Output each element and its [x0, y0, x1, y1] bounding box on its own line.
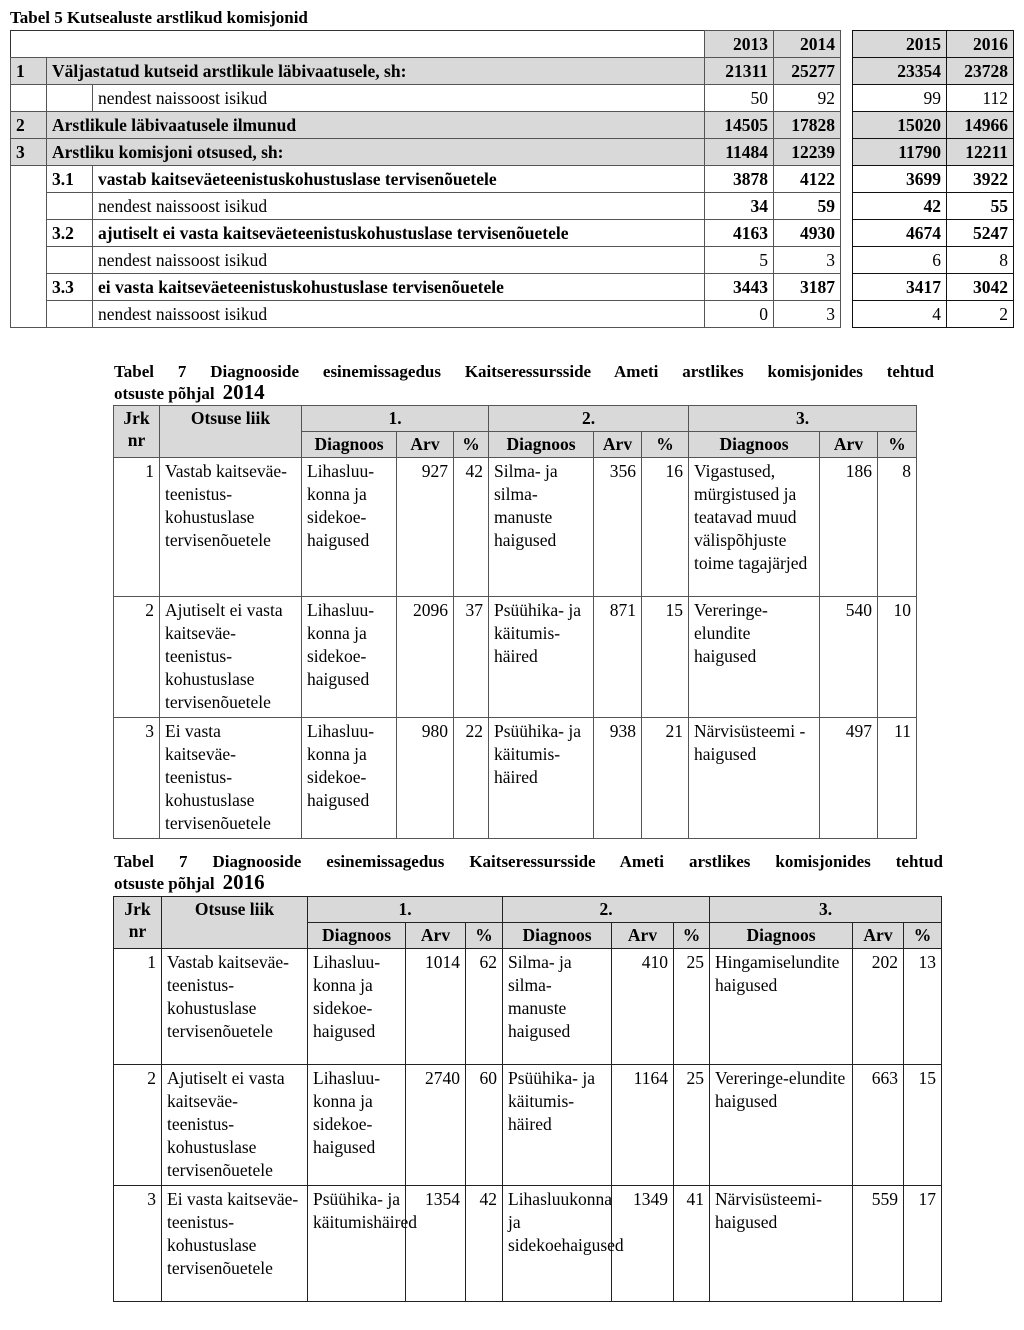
header-group-2: 2. — [503, 897, 710, 923]
percent-2: 41 — [674, 1186, 710, 1302]
count-1: 2740 — [406, 1065, 466, 1186]
table-row — [11, 139, 841, 166]
value-2014: 59 — [774, 193, 841, 220]
header-jrk-nr: Jrk nr — [114, 406, 160, 458]
diagnosis-3: Vereringe-elundite haigused — [710, 1065, 853, 1186]
value-2016: 112 — [947, 85, 1014, 112]
header-pct: % — [642, 432, 689, 458]
caption-text: otsuste põhjal — [114, 874, 215, 893]
header-pct: % — [904, 923, 942, 949]
value-2013: 3443 — [705, 274, 774, 301]
table-row — [114, 1186, 942, 1302]
percent-2: 16 — [642, 458, 689, 597]
count-2: 1164 — [612, 1065, 674, 1186]
value-2014: 17828 — [774, 112, 841, 139]
value-2015: 23354 — [853, 58, 947, 85]
value-2013: 5 — [705, 247, 774, 274]
count-2: 410 — [612, 949, 674, 1065]
percent-2: 21 — [642, 718, 689, 839]
value-2014: 3 — [774, 301, 841, 328]
header-diagnoos: Diagnoos — [503, 923, 612, 949]
table7-2016-caption-line2 — [114, 872, 265, 894]
value-2015: 11790 — [853, 139, 947, 166]
percent-2: 15 — [642, 597, 689, 718]
header-arv: Arv — [853, 923, 904, 949]
header-jrk-nr: Jrk nr — [114, 897, 162, 949]
percent-1: 42 — [454, 458, 489, 597]
value-2013: 11484 — [705, 139, 774, 166]
table-row — [11, 247, 841, 274]
row-label: ajutiselt ei vasta kaitseväeteenistuskohustuslase tervisenõuetele — [93, 220, 705, 247]
table5-year-header-row — [11, 31, 841, 58]
year-header-2015: 2015 — [853, 31, 947, 58]
count-1: 2096 — [397, 597, 454, 718]
row-number: 1 — [114, 949, 162, 1065]
table7-2016-caption: Tabel 7 Diagnooside esinemissagedus Kaitseressursside Ameti arstlikes komisjonides tehtud — [114, 852, 943, 871]
diagnosis-3: Hingamiselundite haigused — [710, 949, 853, 1065]
header-arv: Arv — [397, 432, 454, 458]
header-diagnoos: Diagnoos — [302, 432, 397, 458]
row-subnumber: 3.1 — [47, 166, 93, 193]
value-2016: 2 — [947, 301, 1014, 328]
diagnosis-1: Lihasluu-konna ja sidekoe-haigused — [308, 949, 406, 1065]
value-2013: 34 — [705, 193, 774, 220]
header-group-1: 1. — [308, 897, 503, 923]
row-label: Arstlikule läbivaatusele ilmunud — [47, 112, 705, 139]
diagnosis-3: Vereringe-elundite haigused — [689, 597, 820, 718]
value-2016: 55 — [947, 193, 1014, 220]
header-arv: Arv — [612, 923, 674, 949]
percent-1: 22 — [454, 718, 489, 839]
percent-2: 25 — [674, 1065, 710, 1186]
table-row — [114, 1065, 942, 1186]
value-2015: 4 — [853, 301, 947, 328]
header-pct: % — [454, 432, 489, 458]
value-2016: 3042 — [947, 274, 1014, 301]
value-2014: 12239 — [774, 139, 841, 166]
percent-1: 37 — [454, 597, 489, 718]
header-pct: % — [878, 432, 917, 458]
table-row — [11, 85, 841, 112]
value-2014: 3187 — [774, 274, 841, 301]
percent-3: 17 — [904, 1186, 942, 1302]
percent-2: 25 — [674, 949, 710, 1065]
row-label: nendest naissoost isikud — [93, 85, 705, 112]
table-row — [11, 193, 841, 220]
diagnosis-2: Psüühika- ja käitumis-häired — [489, 597, 594, 718]
value-2013: 3878 — [705, 166, 774, 193]
diagnosis-1: Lihasluu-konna ja sidekoe-haigused — [302, 458, 397, 597]
table-row — [11, 112, 841, 139]
table-row — [114, 718, 917, 839]
count-1: 927 — [397, 458, 454, 597]
count-2: 938 — [594, 718, 642, 839]
table7-2016 — [113, 896, 942, 1302]
row-label: vastab kaitseväeteenistuskohustuslase tervisenõuetele — [93, 166, 705, 193]
caption-text: otsuste põhjal — [114, 384, 215, 403]
value-2015: 6 — [853, 247, 947, 274]
value-2015: 3417 — [853, 274, 947, 301]
row-label: ei vasta kaitseväeteenistuskohustuslase tervisenõuetele — [93, 274, 705, 301]
header-pct: % — [674, 923, 710, 949]
percent-3: 15 — [904, 1065, 942, 1186]
decision-type: Ajutiselt ei vasta kaitseväe-teenistus-kohustuslase tervisenõuetele — [160, 597, 302, 718]
diagnosis-1: Psüühika- ja käitumishäired — [308, 1186, 406, 1302]
diagnosis-2: Silma- ja silma-manuste haigused — [489, 458, 594, 597]
value-2016: 5247 — [947, 220, 1014, 247]
row-label: nendest naissoost isikud — [93, 247, 705, 274]
percent-3: 13 — [904, 949, 942, 1065]
year-header-2013: 2013 — [705, 31, 774, 58]
caption-year: 2014 — [222, 380, 265, 404]
table5-years-2015-2016 — [852, 30, 1014, 328]
value-2015: 99 — [853, 85, 947, 112]
diagnosis-1: Lihasluu-konna ja sidekoe-haigused — [308, 1065, 406, 1186]
row-number: 2 — [11, 112, 47, 139]
value-2015: 42 — [853, 193, 947, 220]
percent-3: 11 — [878, 718, 917, 839]
header-group-3: 3. — [710, 897, 942, 923]
value-2015: 3699 — [853, 166, 947, 193]
diagnosis-2: Silma- ja silma-manuste haigused — [503, 949, 612, 1065]
table-row — [11, 274, 841, 301]
diagnosis-3: Närvisüsteemi -haigused — [689, 718, 820, 839]
value-2016: 12211 — [947, 139, 1014, 166]
count-3: 663 — [853, 1065, 904, 1186]
table-row — [114, 597, 917, 718]
table7-2014 — [113, 405, 917, 839]
diagnosis-1: Lihasluu-konna ja sidekoe-haigused — [302, 718, 397, 839]
row-number: 3 — [114, 718, 160, 839]
percent-1: 60 — [466, 1065, 503, 1186]
row-label: Väljastatud kutseid arstlikule läbivaatusele, sh: — [47, 58, 705, 85]
decision-type: Ei vasta kaitseväe-teenistus-kohustuslase tervisenõuetele — [160, 718, 302, 839]
year-header-2014: 2014 — [774, 31, 841, 58]
header-diagnoos: Diagnoos — [689, 432, 820, 458]
header-group-3: 3. — [689, 406, 917, 432]
value-2013: 50 — [705, 85, 774, 112]
count-2: 1349 — [612, 1186, 674, 1302]
header-otsuse-liik: Otsuse liik — [160, 406, 302, 458]
header-otsuse-liik: Otsuse liik — [162, 897, 308, 949]
percent-3: 8 — [878, 458, 917, 597]
caption-year: 2016 — [222, 870, 265, 894]
value-2013: 0 — [705, 301, 774, 328]
row-subnumber: 3.3 — [47, 274, 93, 301]
table-header-row — [114, 406, 917, 432]
table7-2014-caption: Tabel 7 Diagnooside esinemissagedus Kaitseressursside Ameti arstlikes komisjonides tehtud — [114, 362, 934, 381]
count-1: 1354 — [406, 1186, 466, 1302]
diagnosis-3: Närvisüsteemi-haigused — [710, 1186, 853, 1302]
count-2: 356 — [594, 458, 642, 597]
row-number: 3 — [11, 139, 47, 166]
header-arv: Arv — [820, 432, 878, 458]
row-number: 1 — [11, 58, 47, 85]
count-2: 871 — [594, 597, 642, 718]
percent-1: 42 — [466, 1186, 503, 1302]
value-2013: 4163 — [705, 220, 774, 247]
row-label: nendest naissoost isikud — [93, 193, 705, 220]
count-3: 497 — [820, 718, 878, 839]
value-2013: 21311 — [705, 58, 774, 85]
value-2014: 25277 — [774, 58, 841, 85]
count-1: 1014 — [406, 949, 466, 1065]
row-label: Arstliku komisjoni otsused, sh: — [47, 139, 705, 166]
value-2016: 23728 — [947, 58, 1014, 85]
decision-type: Vastab kaitseväe-teenistus-kohustuslase tervisenõuetele — [160, 458, 302, 597]
value-2015: 15020 — [853, 112, 947, 139]
header-pct: % — [466, 923, 503, 949]
diagnosis-2: Lihasluukonna ja sidekoehaigused — [503, 1186, 612, 1302]
table-row — [11, 166, 841, 193]
header-group-1: 1. — [302, 406, 489, 432]
value-2013: 14505 — [705, 112, 774, 139]
year-header-2016: 2016 — [947, 31, 1014, 58]
count-3: 559 — [853, 1186, 904, 1302]
value-2016: 14966 — [947, 112, 1014, 139]
table-row — [11, 220, 841, 247]
row-label: nendest naissoost isikud — [93, 301, 705, 328]
header-group-2: 2. — [489, 406, 689, 432]
row-number: 2 — [114, 1065, 162, 1186]
value-2014: 92 — [774, 85, 841, 112]
count-1: 980 — [397, 718, 454, 839]
count-3: 202 — [853, 949, 904, 1065]
percent-3: 10 — [878, 597, 917, 718]
table-row — [11, 301, 841, 328]
diagnosis-2: Psüühika- ja käitumis-häired — [503, 1065, 612, 1186]
value-2016: 3922 — [947, 166, 1014, 193]
table5-title: Tabel 5 Kutsealuste arstlikud komisjonid — [10, 8, 308, 27]
decision-type: Ajutiselt ei vasta kaitseväe-teenistus-kohustuslase tervisenõuetele — [162, 1065, 308, 1186]
decision-type: Vastab kaitseväe-teenistus-kohustuslase tervisenõuetele — [162, 949, 308, 1065]
table7-2014-caption-line2 — [114, 382, 265, 404]
row-number: 3 — [114, 1186, 162, 1302]
count-3: 540 — [820, 597, 878, 718]
row-number: 1 — [114, 458, 160, 597]
diagnosis-3: Vigastused, mürgistused ja teatavad muud välispõhjuste toime tagajärjed — [689, 458, 820, 597]
diagnosis-1: Lihasluu-konna ja sidekoe-haigused — [302, 597, 397, 718]
header-diagnoos: Diagnoos — [308, 923, 406, 949]
value-2014: 4930 — [774, 220, 841, 247]
value-2014: 4122 — [774, 166, 841, 193]
decision-type: Ei vasta kaitseväe-teenistus-kohustuslase tervisenõuetele — [162, 1186, 308, 1302]
row-subnumber: 3.2 — [47, 220, 93, 247]
table-row — [114, 458, 917, 597]
table-header-row — [114, 897, 942, 923]
percent-1: 62 — [466, 949, 503, 1065]
table-row — [11, 58, 841, 85]
row-number: 2 — [114, 597, 160, 718]
table-row — [114, 949, 942, 1065]
header-diagnoos: Diagnoos — [489, 432, 594, 458]
header-arv: Arv — [594, 432, 642, 458]
value-2014: 3 — [774, 247, 841, 274]
diagnosis-2: Psüühika- ja käitumis-häired — [489, 718, 594, 839]
header-diagnoos: Diagnoos — [710, 923, 853, 949]
count-3: 186 — [820, 458, 878, 597]
value-2016: 8 — [947, 247, 1014, 274]
table5-main — [10, 30, 841, 328]
header-arv: Arv — [406, 923, 466, 949]
value-2015: 4674 — [853, 220, 947, 247]
